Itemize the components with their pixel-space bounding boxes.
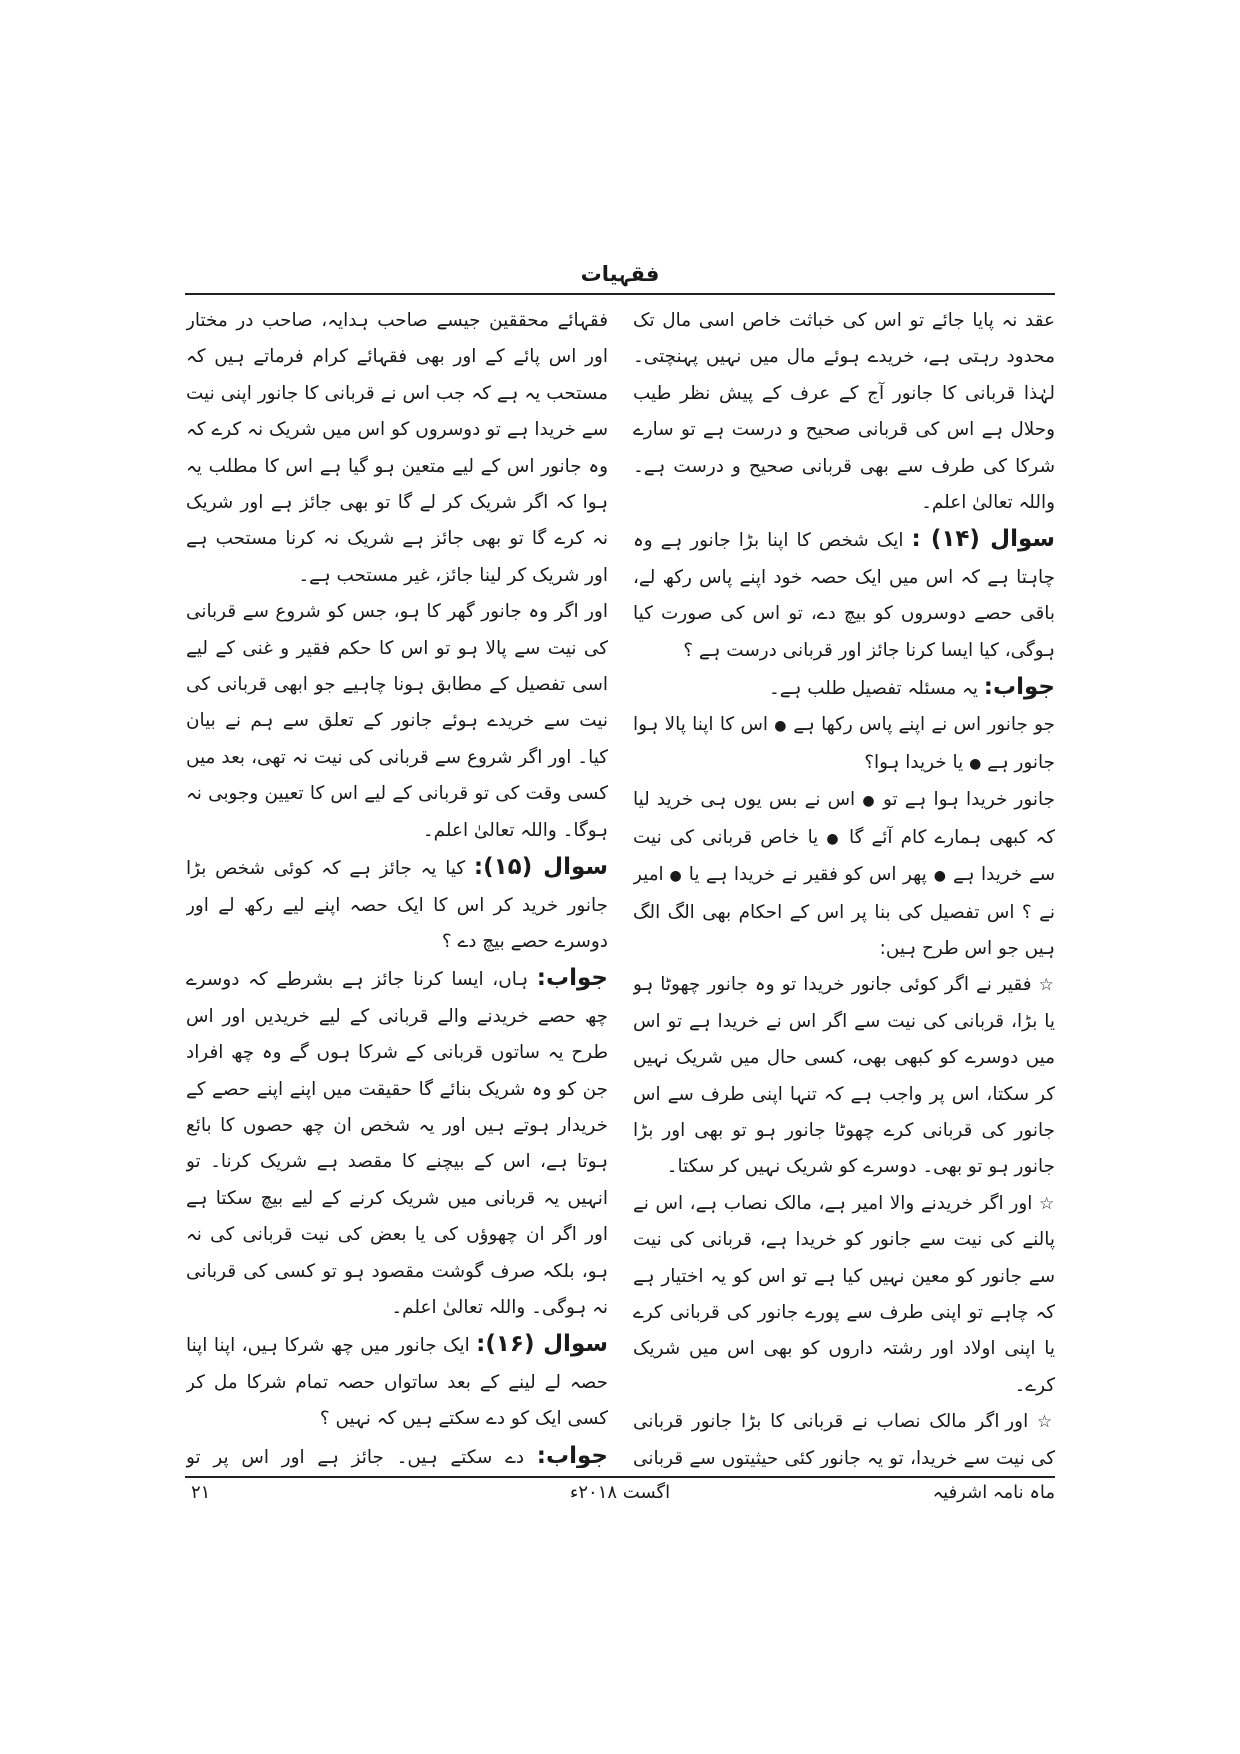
page-footer <box>185 1482 1055 1514</box>
star-icon: ☆ <box>1036 1412 1055 1433</box>
paragraph-text: فقہائے محققین جیسے صاحب ہدایہ، صاحب در مختار اور اس پائے کے اور بھی فقہائے کرام فرماتے ہیں کہ مستحب یہ ہے کہ جب اس نے قربانی کا جانور اپنی نیت سے خریدا ہے تو دوسروں کو اس میں شریک نہ کرے کہ وہ جانور اس کے لیے متعین ہو گیا ہے اس کا مطلب یہ ہوا کہ اگر شریک کر لے گا تو بھی جائز ہے اور شریک نہ کرے گا تو بھی جائز ہے شریک نہ کرنا مستحب ہے اور شریک کر لینا جائز، غیر مستحب ہے۔ <box>186 310 608 586</box>
paragraph-text: امیر نے ؟ اس تفصیل کی بنا پر اس کے احکام بھی الگ الگ ہیں جو اس طرح ہیں: <box>633 864 1055 959</box>
paragraph-text: اور اگر وہ جانور گھر کا ہو، جس کو شروع سے قربانی کی نیت سے پالا ہو تو اس کا حکم فقیر و غنی کے لیے اسی تفصیل کے مطابق ہونا چاہیے جو ابھی قربانی کی نیت سے خریدے ہوئے جانور کے تعلق سے ہم نے بیان کیا۔ اور اگر شروع سے قربانی کی نیت نہ تھی، بعد میں کسی وقت کی تو قربانی کے لیے اس کا تعیین وجوبی نہ ہوگا۔ واللہ تعالیٰ اعلم۔ <box>186 601 608 841</box>
star-icon: ☆ <box>1039 1193 1055 1214</box>
answer-text: یہ مسئلہ تفصیل طلب ہے۔ <box>769 678 984 700</box>
answer-14 <box>633 669 1055 707</box>
paragraph <box>633 782 1055 967</box>
bullet-icon: ● <box>933 868 947 885</box>
magazine-name: ماہ نامہ اشرفیہ <box>932 1482 1055 1503</box>
bullet-icon: ● <box>669 868 683 885</box>
page-title: فقہیات <box>580 262 660 286</box>
question-16 <box>186 1326 608 1437</box>
bullet-icon: ● <box>861 793 876 810</box>
right-column <box>633 303 1055 1468</box>
paragraph-text: اس نے بس یوں ہی خرید لیا کہ کبھی ہمارے کام آئے گا <box>633 789 1055 848</box>
paragraph-text: اور اگر مالک نصاب نے قربانی کا بڑا جانور قربانی کی نیت سے خریدا، تو یہ جانور کئی حیثیتوں سے قربانی <box>633 1411 1055 1468</box>
star-icon: ☆ <box>1038 975 1055 996</box>
answer-16 <box>186 1438 608 1468</box>
paragraph <box>186 594 608 849</box>
paragraph-text: یا خریدا ہوا؟ <box>864 751 970 773</box>
paragraph-text: یا خاص قربانی کی نیت سے خریدا ہے <box>633 826 1055 886</box>
question-label: سوال (۱۵): <box>473 854 608 881</box>
footer-divider <box>185 1476 1055 1478</box>
question-label: سوال (۱۶): <box>476 1331 608 1358</box>
paragraph <box>633 707 1055 782</box>
question-label: سوال (۱۴) : <box>911 526 1055 553</box>
issue-date: اگست ۲۰۱۸ء <box>569 1482 671 1503</box>
answer-label: جواب: <box>536 965 608 992</box>
answer-label: جواب: <box>536 1442 608 1468</box>
paragraph-text: عقد نہ پایا جائے تو اس کی خباثت خاص اسی مال تک محدود رہتی ہے، خریدے ہوئے مال میں نہیں پہنچتی۔ لہٰذا قربانی کا جانور آج کے عرف کے پیش نظر طیب وحلال ہے اس کی قربانی صحیح و درست ہے تو سارے شرکا کی طرف سے بھی قربانی صحیح و درست ہے۔ واللہ تعالیٰ اعلم۔ <box>633 310 1055 514</box>
bullet-icon: ● <box>824 830 841 847</box>
left-column <box>186 303 608 1468</box>
page-number: ۲۱ <box>191 1482 211 1503</box>
answer-label: جواب: <box>983 674 1055 701</box>
paragraph-text: جو جانور اس نے اپنے پاس رکھا ہے <box>786 714 1055 736</box>
paragraph <box>633 303 1055 521</box>
paragraph-text: پھر اس کو فقیر نے خریدا ہے یا <box>682 864 934 886</box>
paragraph <box>633 967 1055 1185</box>
answer-15 <box>186 960 608 1326</box>
question-15 <box>186 849 608 960</box>
paragraph <box>633 1404 1055 1468</box>
paragraph <box>186 303 608 594</box>
paragraph-text: اور اگر خریدنے والا امیر ہے، مالک نصاب ہے، اس نے پالنے کی نیت سے جانور کو خریدا ہے، قربانی کی نیت سے جانور کو معین نہیں کیا ہے تو اس کو یہ اختیار ہے کہ چاہے تو اپنی طرف سے پورے جانور کی قربانی کرے یا اپنی اولاد اور رشتہ داروں کو بھی اس میں شریک کرے۔ <box>633 1192 1055 1396</box>
question-text: ایک شخص کا اپنا بڑا جانور ہے وہ چاہتا ہے کہ اس میں ایک حصہ خود اپنے پاس رکھ لے، باقی حصے دوسروں کو بیچ دے، تو اس کی صورت کیا ہوگی، کیا ایسا کرنا جائز اور قربانی درست ہے ؟ <box>633 530 1055 661</box>
paragraph-text: جانور خریدا ہوا ہے تو <box>875 789 1055 811</box>
answer-text: دے سکتے ہیں۔ جائز ہے اور اس پر تو <box>186 1446 525 1468</box>
answer-text: ہاں، ایسا کرنا جائز ہے بشرطے کہ دوسرے چھ حصے خریدنے والے قربانی کے لیے خریدیں اور اس طرح یہ ساتوں قربانی کے شرکا ہوں گے وہ چھ افراد جن کو وہ شریک بنائے گا حقیقت میں اپنے اپنے حصے کے خریدار ہوتے ہیں اور یہ شخص ان چھ حصوں کا بائع ہوتا ہے، اس کے بیچنے کا مقصد ہے شریک کرنا۔ تو انہیں یہ قربانی میں شریک کرنے کے لیے بیچ سکتا ہے اور اگر ان چھوؤں کی یا بعض کی نیت قربانی کی نہ ہو، بلکہ صرف گوشت مقصود ہو تو کسی کی قربانی نہ ہوگی۔ واللہ تعالیٰ اعلم۔ <box>186 969 608 1318</box>
question-14 <box>633 521 1055 669</box>
header-divider <box>185 293 1055 295</box>
paragraph <box>633 1186 1055 1404</box>
bullet-icon: ● <box>773 718 787 735</box>
bullet-icon: ● <box>969 755 982 772</box>
question-text: ایک جانور میں چھ شرکا ہیں، اپنا اپنا حصہ لے لینے کے بعد ساتواں حصہ تمام شرکا مل کر کسی ایک کو دے سکتے ہیں کہ نہیں ؟ <box>186 1335 608 1430</box>
paragraph-text: اس کا اپنا پالا ہوا جانور ہے <box>633 714 1055 773</box>
question-text: کیا یہ جائز ہے کہ کوئی شخص بڑا جانور خرید کر اس کا ایک حصہ اپنے لیے رکھ لے اور دوسرے حصے بیچ دے ؟ <box>186 858 608 952</box>
paragraph-text: فقیر نے اگر کوئی جانور خریدا تو وہ جانور چھوٹا ہو یا بڑا، قربانی کی نیت سے اگر اس نے خریدا ہے تو اس میں دوسرے کو کبھی بھی، کسی حال میں شریک نہیں کر سکتا، اس پر واجب ہے کہ تنہا اپنی طرف سے اس جانور کی قربانی کرے چھوٹا جانور ہو تو بھی اور بڑا جانور ہو تو بھی۔ دوسرے کو شریک نہیں کر سکتا۔ <box>633 974 1055 1178</box>
